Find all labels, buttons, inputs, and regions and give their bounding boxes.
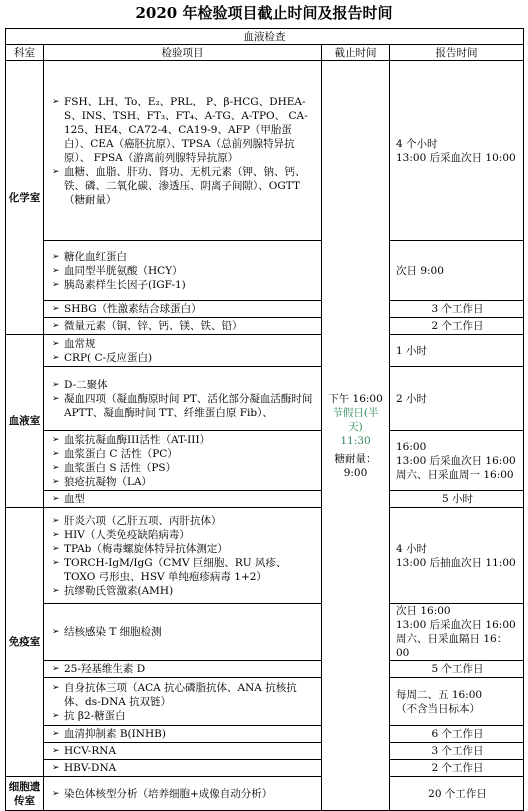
item-text: FSH、LH、To、E₂、PRL、 P、β-HCG、DHEA-S、INS、TSH、FT₃、FT₄、A-TG、A-TPO、 CA-125、HE4、CA72-4、CA19-9、AFP（甲胎蛋白）、CEA（癌胚抗原）、TPSA（总前列腺特异抗原）、 FPSA（游离前列腺特异抗原） (64, 95, 308, 164)
schedule-table (5, 28, 524, 811)
table-row (6, 508, 524, 604)
list-item (52, 302, 317, 316)
report-line: 6 个工作日 (431, 728, 484, 740)
table-row (6, 367, 524, 431)
items-cell (44, 661, 322, 678)
section-header-row (6, 29, 524, 45)
list-item (52, 556, 317, 584)
item-text: TORCH-IgM/IgG（CMV 巨细胞、RU 风疹、TOXO 弓形虫、HSV 单纯疱疹病毒 1+2） (64, 556, 287, 583)
list-item (52, 433, 317, 447)
list-item (52, 475, 317, 489)
report-cell (390, 726, 524, 743)
list-item (52, 165, 317, 207)
list-item (52, 787, 317, 801)
items-cell (44, 318, 322, 335)
items-cell (44, 726, 322, 743)
list-item (52, 492, 317, 506)
item-text: 糖化血红蛋白 (64, 250, 127, 263)
item-text: 血常规 (64, 337, 96, 350)
report-line: 13:00 后采血次日 16:00 (396, 454, 516, 467)
items-cell (44, 508, 322, 604)
table-row (6, 335, 524, 367)
item-text: 抗缪勒氏管激素(AMH) (64, 584, 174, 597)
item-text: CRP( C-反应蛋白) (64, 351, 153, 364)
list-item (52, 264, 317, 278)
item-text: 微量元素（铜、锌、钙、镁、铁、铅） (64, 320, 243, 332)
arrow-bullet-icon: ➢ (52, 746, 60, 756)
arrow-bullet-icon: ➢ (52, 321, 60, 331)
arrow-bullet-icon: ➢ (52, 494, 60, 504)
cutoff-cell (322, 61, 390, 811)
arrow-bullet-icon: ➢ (52, 710, 60, 721)
list-item (52, 278, 317, 292)
arrow-bullet-icon: ➢ (52, 585, 60, 596)
table-row (6, 491, 524, 508)
arrow-bullet-icon: ➢ (52, 434, 60, 445)
item-text: 25-羟基维生素 D (64, 663, 146, 675)
report-line: 3 个工作日 (431, 303, 484, 315)
item-text: 血浆蛋白 C 活性（PC） (64, 447, 178, 460)
page-title: 2020 年检验项目截止时间及报告时间 (135, 4, 393, 22)
arrow-bullet-icon: ➢ (52, 729, 60, 739)
header-dept: 科室 (6, 45, 44, 61)
item-text: SHBG（性激素结合球蛋白） (64, 303, 202, 315)
arrow-bullet-icon: ➢ (52, 682, 60, 693)
list-item (52, 542, 317, 556)
report-cell (390, 491, 524, 508)
list-item (52, 250, 317, 264)
list-item (52, 625, 317, 639)
report-cell (390, 318, 524, 335)
item-text: 血浆蛋白 S 活性（PS） (64, 461, 177, 474)
items-cell (44, 777, 322, 811)
report-cell (390, 508, 524, 604)
items-cell (44, 241, 322, 301)
report-line: 1 小时 (396, 344, 428, 357)
list-item (52, 727, 317, 741)
items-cell (44, 301, 322, 318)
items-cell (44, 367, 322, 431)
list-item (52, 337, 317, 351)
list-item (52, 392, 317, 420)
list-item (52, 514, 317, 528)
list-item (52, 662, 317, 676)
arrow-bullet-icon: ➢ (52, 166, 60, 177)
item-text: 血型 (64, 493, 85, 505)
report-line: 2 小时 (396, 392, 428, 405)
report-cell (390, 777, 524, 811)
report-line: 次日 9:00 (396, 264, 444, 277)
items-cell (44, 61, 322, 241)
arrow-bullet-icon: ➢ (52, 788, 60, 799)
item-text: 凝血四项（凝血酶原时间 PT、活化部分凝血活酶时间 APTT、凝血酶时间 TT、纤维蛋白原 Fib）、 (64, 392, 313, 419)
header-report: 报告时间 (390, 45, 524, 61)
report-cell (390, 431, 524, 491)
report-cell (390, 335, 524, 367)
table-row (6, 604, 524, 661)
item-text: 狼疮抗凝物（LA） (64, 475, 153, 488)
report-line: 20 个工作日 (428, 787, 487, 800)
item-text: HBV-DNA (64, 762, 117, 774)
arrow-bullet-icon: ➢ (52, 304, 60, 314)
arrow-bullet-icon: ➢ (52, 476, 60, 487)
header-items: 检验项目 (44, 45, 322, 61)
arrow-bullet-icon: ➢ (52, 265, 60, 276)
list-item (52, 744, 317, 758)
report-line: 周六、日采血周一 16:00 (396, 468, 514, 481)
arrow-bullet-icon: ➢ (52, 338, 60, 349)
dept-cell: 血液室 (6, 335, 44, 508)
arrow-bullet-icon: ➢ (52, 664, 60, 674)
cutoff-line: 糖耐量：9:00 (334, 452, 377, 479)
report-line: 4 个小时 (396, 137, 438, 150)
table-row (6, 61, 524, 241)
table-row (6, 318, 524, 335)
table-row (6, 678, 524, 726)
cutoff-line: 11:30 (340, 434, 371, 447)
item-text: 肝炎六项（乙肝五项、丙肝抗体） (64, 514, 222, 527)
list-item (52, 681, 317, 709)
arrow-bullet-icon: ➢ (52, 393, 60, 404)
item-text: D-二聚体 (64, 378, 108, 391)
item-text: 血浆抗凝血酶III活性（AT-III） (64, 433, 211, 446)
arrow-bullet-icon: ➢ (52, 279, 60, 290)
item-text: HCV-RNA (64, 745, 117, 757)
item-text: HIV（人类免疫缺陷病毒） (64, 528, 190, 541)
item-text: 血糖、血脂、肝功、肾功、无机元素（钾、钠、钙、铁、磷、二氧化碳、渗透压、阴离子间隙）、OGTT（糖耐量） (64, 165, 306, 206)
table-row (6, 661, 524, 678)
section-title: 血液检查 (6, 29, 524, 45)
report-cell (390, 367, 524, 431)
header-cutoff: 截止时间 (322, 45, 390, 61)
table-row (6, 743, 524, 760)
table-row (6, 760, 524, 777)
item-text: TPAb（梅毒螺旋体特异抗体测定） (64, 542, 228, 555)
report-line: 2 个工作日 (431, 762, 484, 774)
report-cell (390, 604, 524, 661)
item-text: 血同型半胱氨酸（HCY） (64, 264, 183, 277)
arrow-bullet-icon: ➢ (52, 557, 60, 568)
item-text: 抗 β2-糖蛋白 (64, 709, 126, 722)
cutoff-line: 节假日(半天) (332, 406, 379, 433)
arrow-bullet-icon: ➢ (52, 96, 60, 107)
arrow-bullet-icon: ➢ (52, 462, 60, 473)
list-item (52, 584, 317, 598)
report-cell (390, 241, 524, 301)
list-item (52, 351, 317, 365)
list-item (52, 761, 317, 775)
report-line: 每周二、五 16:00 (396, 688, 483, 701)
items-cell (44, 743, 322, 760)
arrow-bullet-icon: ➢ (52, 763, 60, 773)
list-item (52, 709, 317, 723)
items-cell (44, 760, 322, 777)
item-text: 自身抗体三项（ACA 抗心磷脂抗体、ANA 抗核抗体、ds-DNA 抗双链） (64, 681, 297, 708)
report-line: 5 小时 (441, 493, 474, 505)
item-text: 结核感染 T 细胞检测 (64, 626, 162, 638)
arrow-bullet-icon: ➢ (52, 529, 60, 540)
report-cell (390, 661, 524, 678)
item-text: 血清抑制素 B(INHB) (64, 728, 166, 740)
report-cell (390, 678, 524, 726)
arrow-bullet-icon: ➢ (52, 627, 60, 637)
table-row (6, 241, 524, 301)
items-cell (44, 604, 322, 661)
report-line: 13:00 后抽血次日 11:00 (396, 556, 516, 569)
items-cell (44, 491, 322, 508)
arrow-bullet-icon: ➢ (52, 379, 60, 390)
items-cell (44, 335, 322, 367)
list-item (52, 528, 317, 542)
report-line: 2 个工作日 (431, 320, 484, 332)
list-item (52, 378, 317, 392)
report-line: （不含当日标本） (396, 702, 480, 715)
list-item (52, 95, 317, 165)
report-line: 次日 16:00 (396, 605, 451, 617)
report-line: 4 小时 (396, 542, 428, 555)
list-item (52, 319, 317, 333)
report-cell (390, 743, 524, 760)
dept-cell: 免疫室 (6, 508, 44, 777)
report-line: 16:00 (396, 440, 427, 453)
report-line: 5 个工作日 (431, 663, 484, 675)
report-line: 周六、日采血隔日 16：00 (396, 633, 508, 659)
cutoff-line: 下午 16:00 (328, 392, 383, 405)
arrow-bullet-icon: ➢ (52, 448, 60, 459)
items-cell (44, 678, 322, 726)
list-item (52, 447, 317, 461)
arrow-bullet-icon: ➢ (52, 251, 60, 262)
report-cell (390, 760, 524, 777)
table-row (6, 431, 524, 491)
table-row (6, 726, 524, 743)
dept-cell: 细胞遗传室 (6, 777, 44, 811)
table-row (6, 777, 524, 811)
table-row (6, 301, 524, 318)
dept-cell: 化学室 (6, 61, 44, 335)
arrow-bullet-icon: ➢ (52, 352, 60, 363)
item-text: 染色体核型分析（培养细胞+成像自动分析） (64, 787, 273, 800)
column-header-row (6, 45, 524, 61)
item-text: 胰岛素样生长因子(IGF-1) (64, 278, 186, 291)
items-cell (44, 431, 322, 491)
report-line: 13:00 后采血次日 10:00 (396, 151, 516, 164)
report-cell (390, 61, 524, 241)
arrow-bullet-icon: ➢ (52, 515, 60, 526)
report-cell (390, 301, 524, 318)
report-line: 13:00 后采血次日 16:00 (396, 619, 516, 631)
list-item (52, 461, 317, 475)
arrow-bullet-icon: ➢ (52, 543, 60, 554)
report-line: 3 个工作日 (431, 745, 484, 757)
